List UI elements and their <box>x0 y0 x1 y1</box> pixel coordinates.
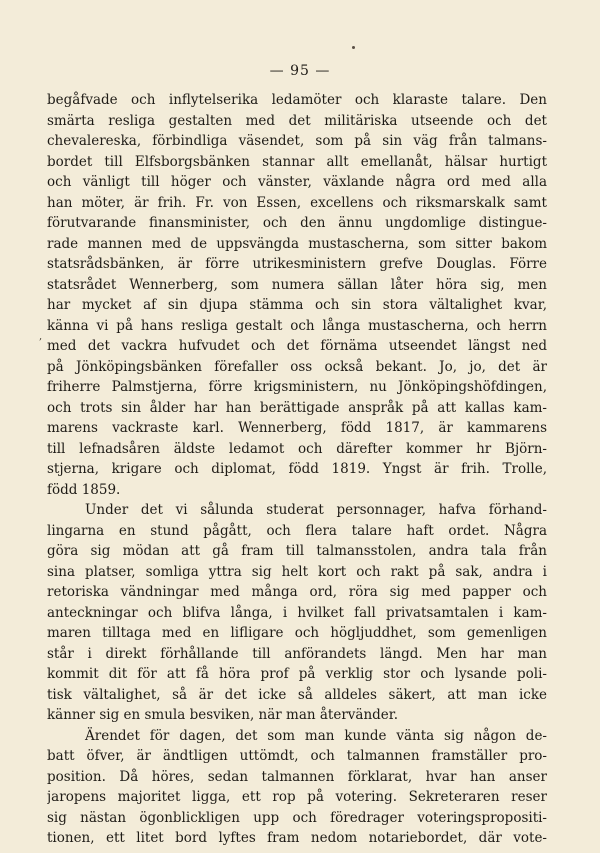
text-line: anteckningar och blifva långa, i hvilket fall privatsamtalen i kam- <box>47 604 547 621</box>
text-line: Under det vi sålunda studerat personnager, hafva förhand- <box>85 502 547 518</box>
text-line: Ärendet för dagen, det som man kunde vänta sig någon de- <box>85 727 547 744</box>
text-line: retoriska vändningar med många ord, röra sig med papper och <box>47 584 547 600</box>
text-line: position. Då höres, sedan talmannen förklarat, hvar han anser <box>47 768 547 785</box>
text-line: född 1859. <box>47 481 121 498</box>
text-line: står i direkt förhållande till anförandets längd. Men har man <box>47 645 547 662</box>
text-line: statsrådet Wennerberg, som numera sällan låter höra sig, men <box>47 276 547 293</box>
text-line: stjerna, krigare och diplomat, född 1819. Yngst är frih. Trolle, <box>47 461 547 477</box>
body-text <box>47 90 547 849</box>
text-line: jaropens majoritet ligga, ett rop på votering. Sekreteraren reser <box>47 789 547 805</box>
text-line: känner sig en smula besviken, när man återvänder. <box>47 707 399 723</box>
text-line: har mycket af sin djupa stämma och sin stora vältalighet kvar, <box>47 297 547 313</box>
text-line: sig nästan ögonblickligen upp och föredrager voteringspropositi- <box>47 809 547 826</box>
text-line: till lefnadsåren äldste ledamot och därefter kommer hr Björn- <box>47 440 547 457</box>
text-line: tisk vältalighet, så är det icke så alldeles säkert, att man icke <box>47 686 547 703</box>
text-line: känna vi på hans resliga gestalt och långa mustascherna, och herrn <box>47 317 547 334</box>
text-line: förutvarande finansminister, och den ännu ungdomlige distingue- <box>47 215 547 231</box>
text-line: han möter, är frih. Fr. von Essen, excellens och riksmarskalk samt <box>47 194 547 211</box>
text-line: lingarna en stund pågått, och flera talare haft ordet. Några <box>47 522 547 539</box>
text-line: friherre Palmstjerna, förre krigsministern, nu Jönköpingshöfdingen, <box>47 379 547 395</box>
text-line: med det vackra hufvudet och det förnäma utseendet längst ned <box>47 338 547 354</box>
text-line: sina platser, somliga yttra sig helt kort och rakt på sak, andra i <box>47 563 547 580</box>
margin-mark: , <box>39 331 43 342</box>
text-line: och vänligt till höger och vänster, växlande några ord med alla <box>47 174 547 190</box>
text-line: statsrådsbänken, är förre utrikesministern grefve Douglas. Förre <box>47 256 547 272</box>
text-line: tionen, ett litet bord lyftes fram nedom notariebordet, där vote- <box>47 830 547 846</box>
text-line: och trots sin ålder har han berättigade anspråk på att kallas kam- <box>47 399 547 416</box>
text-line: rade mannen med de uppsvängda mustascherna, som sitter bakom <box>47 235 547 252</box>
text-line: bordet till Elfsborgsbänken stannar allt emellanåt, hälsar hurtigt <box>47 153 547 170</box>
text-line: begåfvade och inflytelserika ledamöter och klaraste talare. Den <box>47 92 547 108</box>
text-line: chevalereska, förbindliga väsendet, som på sin väg från talmans- <box>47 133 547 149</box>
text-line: marens vackraste karl. Wennerberg, född 1817, är kammarens <box>47 420 547 436</box>
text-line: batt öfver, är ändtligen uttömdt, och talmannen framställer pro- <box>47 748 547 764</box>
page-number: — 95 — <box>269 63 331 79</box>
text-line: på Jönköpingsbänken förefaller oss också bekant. Jo, jo, det är <box>47 358 547 375</box>
text-line: smärta resliga gestalten med det militäriska utseende och det <box>47 112 547 129</box>
ink-speck <box>352 46 355 49</box>
text-line: maren tilltaga med en lifligare och högljuddhet, som gemenligen <box>47 625 547 641</box>
text-line: kommit dit för att få höra prof på verklig stor och lysande poli- <box>47 666 547 682</box>
text-line: göra sig mödan att gå fram till talmansstolen, andra tala från <box>47 543 547 559</box>
